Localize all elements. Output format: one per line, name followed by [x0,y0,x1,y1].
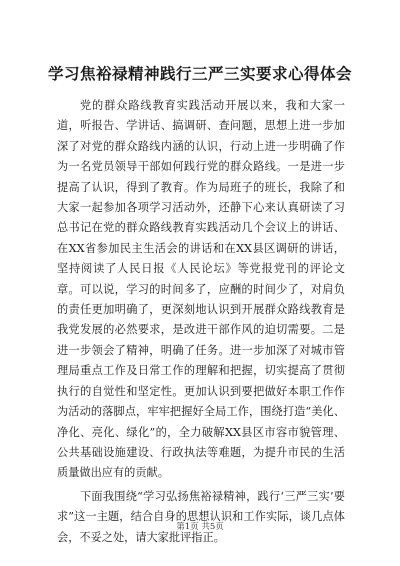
document-body [57,96,345,548]
body-paragraph: 下面我围绕“学习弘扬焦裕禄精神，践行‘三严三实’要求”这一主题，结合自身的思想认识和工作实际，谈几点体会，不妥之处，请大家批评指正。 [57,489,345,544]
page-number: 第1页 共5页 [176,522,224,532]
document-title: 学习焦裕禄精神践行三严三实要求心得体会 [47,64,352,83]
body-paragraph: 党的群众路线教育实践活动开展以来，我和大家一道，听报告、学讲话、搞调研、查问题，思想上进一步加深了对党的群众路线内涵的认识，行动上进一步明确了作为一名党员领导干部如何践行党的群众路线。一是进一步提高了认识，得到了教育。作为局班子的班长，我除了和大家一起参加各项学习活动外，还静下心来认真研读了习总书记在党的群众路线教育实践活动几个会议上的讲话、在XX省参加民主生活会的讲话和在XX县区调研的讲话，坚持阅读了人民日报《人民论坛》等党报党刊的评论文章。可以说，学习的时间多了，应酬的时间少了，对肩负的责任更加明确了，更深刻地认识到开展群众路线教育是我党发展的必然要求，是改进干部作风的迫切需要。二是进一步领会了精神，明确了任务。进一步加深了对城市管理局重点工作及日常工作的理解和把握，切实提高了贯彻执行的自觉性和坚定性。更加认识到要把做好本职工作作为活动的落脚点，牢牢把握好全局工作，围绕打造“美化、净化、亮化、绿化”的，全力破解XX县区市容市貌管理、公共基础设施建设、行政执法等难题，为提升市民的生活质量做出应有的贡献。 [57,99,345,480]
